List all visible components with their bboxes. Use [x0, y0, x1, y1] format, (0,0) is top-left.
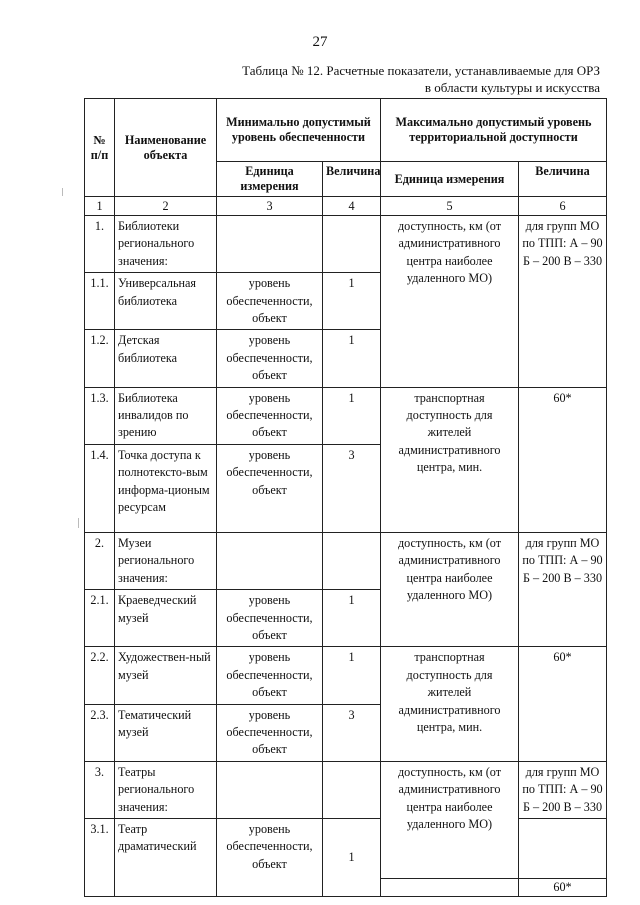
access-value: 60* — [519, 878, 607, 896]
row-name: Библиотеки регионального значения: — [115, 216, 217, 273]
row-num: 1. — [85, 216, 115, 273]
row-name: Детская библиотека — [115, 330, 217, 387]
header-value-2: Величина — [519, 162, 607, 197]
row-num: 1.2. — [85, 330, 115, 387]
row-value — [323, 761, 381, 818]
row-name: Библиотека инвалидов по зрению — [115, 387, 217, 444]
table-row — [85, 761, 607, 818]
table-caption — [242, 62, 600, 96]
header-name: Наименование объекта — [115, 99, 217, 197]
access-unit: доступность, км (от административного центра наиболее удаленного МО) — [381, 761, 519, 878]
header-num: № п/п — [85, 99, 115, 197]
row-unit: уровень обеспеченности, объект — [217, 387, 323, 444]
row-value: 1 — [323, 647, 381, 704]
access-value: для групп МО по ТПП: А – 90 Б – 200 В – 330 — [519, 532, 607, 646]
caption-line-2: в области культуры и искусства — [424, 80, 600, 95]
page-number: 27 — [312, 34, 328, 50]
index-cell: 4 — [323, 197, 381, 216]
row-unit — [217, 761, 323, 818]
access-value: 60* — [519, 647, 607, 761]
index-cell: 2 — [115, 197, 217, 216]
access-unit: доступность, км (от административного центра наиболее удаленного МО) — [381, 216, 519, 388]
row-unit: уровень обеспеченности, объект — [217, 704, 323, 761]
access-value-empty — [519, 818, 607, 878]
row-name: Театры регионального значения: — [115, 761, 217, 818]
row-unit: уровень обеспеченности, объект — [217, 647, 323, 704]
row-name: Точка доступа к полнотексто-вым информа-ционым ресурсам — [115, 444, 217, 532]
row-num: 3.1. — [85, 818, 115, 896]
header-unit-2: Единица измерения — [381, 162, 519, 197]
row-name: Тематический музей — [115, 704, 217, 761]
access-value: 60* — [519, 387, 607, 532]
row-name: Театр драматический — [115, 818, 217, 896]
header-value: Величина — [323, 162, 381, 197]
index-cell: 3 — [217, 197, 323, 216]
row-value: 1 — [323, 273, 381, 330]
index-cell: 1 — [85, 197, 115, 216]
row-unit — [217, 216, 323, 273]
row-value — [323, 532, 381, 589]
row-value: 1 — [323, 330, 381, 387]
index-cell: 5 — [381, 197, 519, 216]
row-unit: уровень обеспеченности, объект — [217, 818, 323, 896]
row-num: 1.1. — [85, 273, 115, 330]
table-row — [85, 647, 607, 704]
row-value: 1 — [323, 387, 381, 444]
header-max-group: Максимально допустимый уровень территориальной доступности — [381, 99, 607, 162]
row-num: 1.4. — [85, 444, 115, 532]
access-value: для групп МО по ТПП: А – 90 Б – 200 В – 330 — [519, 761, 607, 818]
access-unit: транспортная доступность для жителей административного центра, мин. — [381, 647, 519, 761]
access-value: для групп МО по ТПП: А – 90 Б – 200 В – 330 — [519, 216, 607, 388]
row-unit: уровень обеспеченности, объект — [217, 444, 323, 532]
header-unit: Единица измерения — [217, 162, 323, 197]
row-unit: уровень обеспеченности, объект — [217, 273, 323, 330]
row-value: 3 — [323, 444, 381, 532]
row-name: Краеведческий музей — [115, 590, 217, 647]
header-row-1 — [85, 99, 607, 162]
row-value — [323, 216, 381, 273]
row-num: 2.1. — [85, 590, 115, 647]
table-row — [85, 818, 607, 878]
row-num: 2. — [85, 532, 115, 589]
row-unit — [217, 532, 323, 589]
access-unit: транспортная доступность для жителей административного центра, мин. — [381, 387, 519, 532]
row-num: 1.3. — [85, 387, 115, 444]
access-unit: доступность, км (от административного центра наиболее удаленного МО) — [381, 532, 519, 646]
row-num: 3. — [85, 761, 115, 818]
row-value: 1 — [323, 818, 381, 896]
index-row — [85, 197, 607, 216]
row-value: 3 — [323, 704, 381, 761]
indicators-table — [84, 98, 607, 897]
scan-mark — [62, 188, 63, 196]
row-name: Универсальная библиотека — [115, 273, 217, 330]
header-min-group: Минимально допустимый уровень обеспеченности — [217, 99, 381, 162]
row-name: Музеи регионального значения: — [115, 532, 217, 589]
index-cell: 6 — [519, 197, 607, 216]
scan-mark — [78, 518, 79, 528]
row-unit: уровень обеспеченности, объект — [217, 590, 323, 647]
row-num: 2.2. — [85, 647, 115, 704]
caption-line-1: Таблица № 12. Расчетные показатели, устанавливаемые для ОРЗ — [242, 63, 600, 78]
access-unit-empty — [381, 878, 519, 896]
row-num: 2.3. — [85, 704, 115, 761]
table-row — [85, 387, 607, 444]
row-unit: уровень обеспеченности, объект — [217, 330, 323, 387]
row-value: 1 — [323, 590, 381, 647]
row-name: Художествен-ный музей — [115, 647, 217, 704]
table-row — [85, 532, 607, 589]
table-row — [85, 216, 607, 273]
